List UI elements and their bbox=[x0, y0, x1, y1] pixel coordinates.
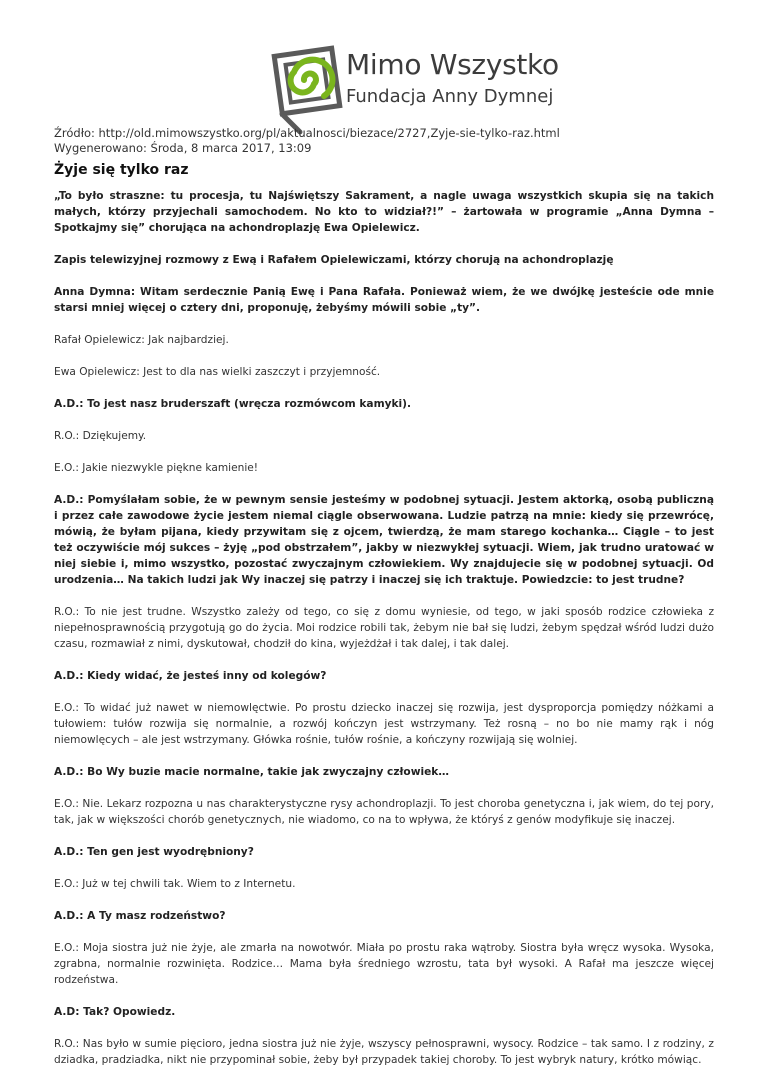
article-paragraph: E.O.: Nie. Lekarz rozpozna u nas charakterystyczne rysy achondroplazji. To jest choroba genetyczna i, jak wiem, do tej pory, tak, jak w większości chorób genetycznych, nie wiadomo, co na to wpływa, że któryś z genów modyfikuje się inaczej. bbox=[54, 798, 714, 826]
article-paragraph: E.O.: Już w tej chwili tak. Wiem to z Internetu. bbox=[54, 878, 296, 890]
article-paragraph: E.O.: To widać już nawet w niemowlęctwie. Po prostu dziecko inaczej się rozwija, jest dysproporcja pomiędzy nóżkami a tułowiem: tułów rozwija się normalnie, a rozwój kończyn jest wstrzymany. Też rosną – no bo nie mamy rąk i nóg niemowlęcych – ale jest wstrzymany. Główka rośnie, tułów rośnie, a kończyny rozwijają się wolniej. bbox=[54, 702, 714, 746]
article-paragraph: R.O.: To nie jest trudne. Wszystko zależy od tego, co się z domu wyniesie, od tego, w jaki sposób rodzice człowieka z niepełnosprawnością przygotują go do życia. Moi rodzice robili tak, żebym nie bał się ludzi, żebym spędzał wśród ludzi dużo czasu, rozmawiał z nimi, dyskutował, chodził do kina, wyjeżdżał i tak dalej, i tak dalej. bbox=[54, 606, 714, 650]
article-body bbox=[54, 188, 714, 1084]
foundation-logo bbox=[270, 42, 559, 138]
source-line: Źródło: http://old.mimowszystko.org/pl/aktualnosci/biezace/2727,Zyje-sie-tylko-raz.html bbox=[54, 126, 560, 140]
article-paragraph: A.D.: A Ty masz rodzeństwo? bbox=[54, 910, 226, 922]
article-paragraph: E.O.: Jakie niezwykle piękne kamienie! bbox=[54, 462, 259, 474]
article-paragraph: R.O.: Nas było w sumie pięcioro, jedna siostra już nie żyje, wszyscy pełnosprawni, wysocy. Rodzice – tak samo. I z rodziny, z dziadka, pradziadka, nikt nie przypominał sobie, żeby był przypadek takiej choroby. To jest wybryk natury, krótko mówiąc. bbox=[54, 1038, 714, 1066]
article-paragraph: Ewa Opielewicz: Jest to dla nas wielki zaszczyt i przyjemność. bbox=[54, 366, 381, 378]
article-paragraph: Anna Dymna: Witam serdecznie Panią Ewę i Pana Rafała. Ponieważ wiem, że we dwójkę jesteście ode mnie starsi mniej więcej o cztery dni, proponuję, żebyśmy mówili sobie „ty”. bbox=[54, 286, 714, 314]
article-paragraph: E.O.: Moja siostra już nie żyje, ale zmarła na nowotwór. Miała po prostu raka wątroby. Siostra była wręcz wysoka. Wysoka, zgrabna, normalnie rozwinięta. Rodzice… Mama była średniego wzrostu, tata był wysoki. A Rafał ma jeszcze więcej rodzeństwa. bbox=[54, 942, 714, 986]
spiral-logo-icon bbox=[270, 42, 346, 138]
article-paragraph: A.D.: Kiedy widać, że jesteś inny od kolegów? bbox=[54, 670, 327, 682]
article-paragraph: A.D.: Bo Wy buzie macie normalne, takie jak zwyczajny człowiek… bbox=[54, 766, 449, 778]
article-paragraph: A.D: Tak? Opowiedz. bbox=[54, 1006, 176, 1018]
article-paragraph: Zapis telewizyjnej rozmowy z Ewą i Rafałem Opielewiczami, którzy chorują na achondroplazję bbox=[54, 254, 614, 266]
page-title: Żyje się tylko raz bbox=[54, 162, 189, 178]
article-paragraph: A.D.: Ten gen jest wyodrębniony? bbox=[54, 846, 254, 858]
article-paragraph: A.D.: Pomyślałam sobie, że w pewnym sensie jesteśmy w podobnej sytuacji. Jestem aktorką, osobą publiczną i przez całe zawodowe życie jestem niemal ciągle obserwowana. Ludzie patrzą na mnie: kiedy się przewrócę, mówią, że byłam pijana, kiedy przywitam się z ojcem, twierdzą, że mam starego kochanka… Ciągle – to jest też oczywiście mój sukces – żyję „pod obstrzałem”, jakby w niezwykłej sytuacji. Wiem, jak trudno uratować w niej siebie i, mimo wszystko, pozostać zwyczajnym człowiekiem. Wy znajdujecie się w podobnej sytuacji. Od urodzenia… Na takich ludzi jak Wy inaczej się patrzy i inaczej się ich traktuje. Powiedzcie: to jest trudne? bbox=[54, 494, 714, 586]
article-paragraph: A.D.: To jest nasz bruderszaft (wręcza rozmówcom kamyki). bbox=[54, 398, 412, 410]
logo-subtitle: Fundacja Anny Dymnej bbox=[346, 86, 554, 107]
document-meta bbox=[54, 126, 560, 156]
article-paragraph: Rafał Opielewicz: Jak najbardziej. bbox=[54, 334, 229, 346]
article-paragraph: R.O.: Dziękujemy. bbox=[54, 430, 147, 442]
article-paragraph: „To było straszne: tu procesja, tu Najświętszy Sakrament, a nagle uwaga wszystkich skupia się na takich małych, którzy przyjechali samochodem. No kto to widział?!” – żartowała w programie „Anna Dymna – Spotkajmy się” chorująca na achondroplazję Ewa Opielewicz. bbox=[54, 190, 714, 234]
logo-title: Mimo Wszystko bbox=[346, 48, 559, 81]
generated-line: Wygenerowano: Środa, 8 marca 2017, 13:09 bbox=[54, 141, 312, 155]
